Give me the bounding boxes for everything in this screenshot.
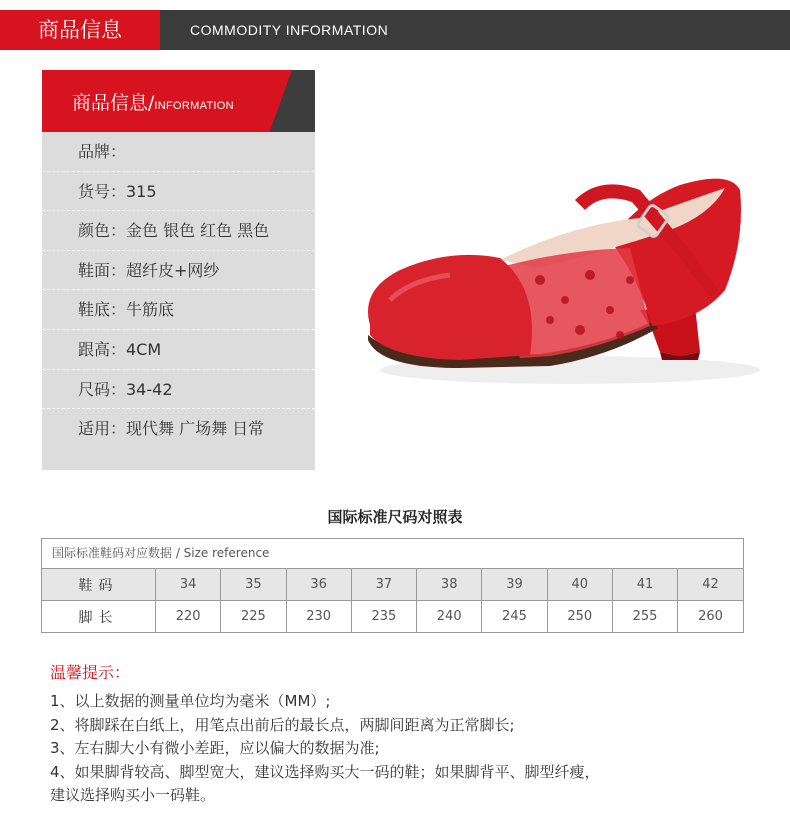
size-cell: 37: [351, 569, 416, 601]
info-row-size: 尺码：34-42: [42, 370, 315, 410]
info-title-en: INFORMATION: [154, 100, 234, 112]
header-title-cn: 商品信息: [0, 10, 160, 50]
size-cell: 35: [221, 569, 286, 601]
header-title-en: COMMODITY INFORMATION: [190, 22, 389, 38]
size-cell: 36: [286, 569, 351, 601]
info-header: [42, 70, 315, 132]
info-title: [72, 88, 234, 115]
length-cell: 255: [612, 601, 677, 633]
row-label-foot-length: 脚长: [78, 609, 119, 626]
product-info-panel: [42, 70, 315, 470]
size-cell: 39: [482, 569, 547, 601]
tip-line: 1、以上数据的测量单位均为毫米（MM）;: [50, 692, 331, 710]
size-cell: 40: [547, 569, 612, 601]
size-chart-table: [41, 538, 744, 633]
size-cell: 34: [156, 569, 221, 601]
size-reference-label: 国际标准鞋码对应数据 / Size reference: [42, 539, 743, 569]
info-row-usage: 适用：现代舞 广场舞 日常: [78, 419, 265, 439]
length-cell: 250: [547, 601, 612, 633]
size-chart-title: 国际标准尺码对照表: [327, 508, 463, 526]
length-cell: 220: [156, 601, 221, 633]
tip-line: 4、如果脚背较高、脚型宽大，建议选择购买大一码的鞋；如果脚背平、脚型纤瘦，: [50, 762, 600, 781]
tips-list: [50, 690, 750, 808]
length-cell: 235: [351, 601, 416, 633]
info-row-color: 颜色：金色 银色 红色 黑色: [42, 211, 315, 251]
tip-line: 2、将脚踩在白纸上，用笔点出前后的最长点，两脚间距离为正常脚长;: [50, 715, 515, 734]
length-cell: 260: [678, 601, 743, 633]
size-cell: 41: [612, 569, 677, 601]
info-row-heel-height: 跟高：4CM: [42, 330, 315, 370]
length-cell: 230: [286, 601, 351, 633]
table-row-foot-length: [42, 601, 743, 633]
tip-line: 3、左右脚大小有微小差距，应以偏大的数据为准;: [50, 739, 380, 757]
shoe-toe-cap: [368, 255, 532, 360]
header-bar: [0, 10, 790, 50]
info-title-cn: 商品信息/: [72, 92, 155, 114]
length-cell: 240: [417, 601, 482, 633]
info-rows: [42, 132, 315, 449]
info-row-item-number: 货号：315: [42, 172, 315, 212]
length-cell: 225: [221, 601, 286, 633]
tips-title: 温馨提示：: [50, 663, 131, 682]
table-row-shoe-size: [42, 569, 743, 601]
info-row-brand: 品牌：: [42, 132, 315, 172]
size-cell: 42: [678, 569, 743, 601]
length-cell: 245: [482, 601, 547, 633]
row-label-shoe-size: 鞋码: [42, 569, 156, 601]
info-row-sole: 鞋底：牛筋底: [42, 290, 315, 330]
info-row-upper: 鞋面：超纤皮+网纱: [42, 251, 315, 291]
tip-line: 建议选择购买小一码鞋。: [50, 786, 216, 804]
product-shoe-image: [340, 130, 780, 430]
size-cell: 38: [417, 569, 482, 601]
